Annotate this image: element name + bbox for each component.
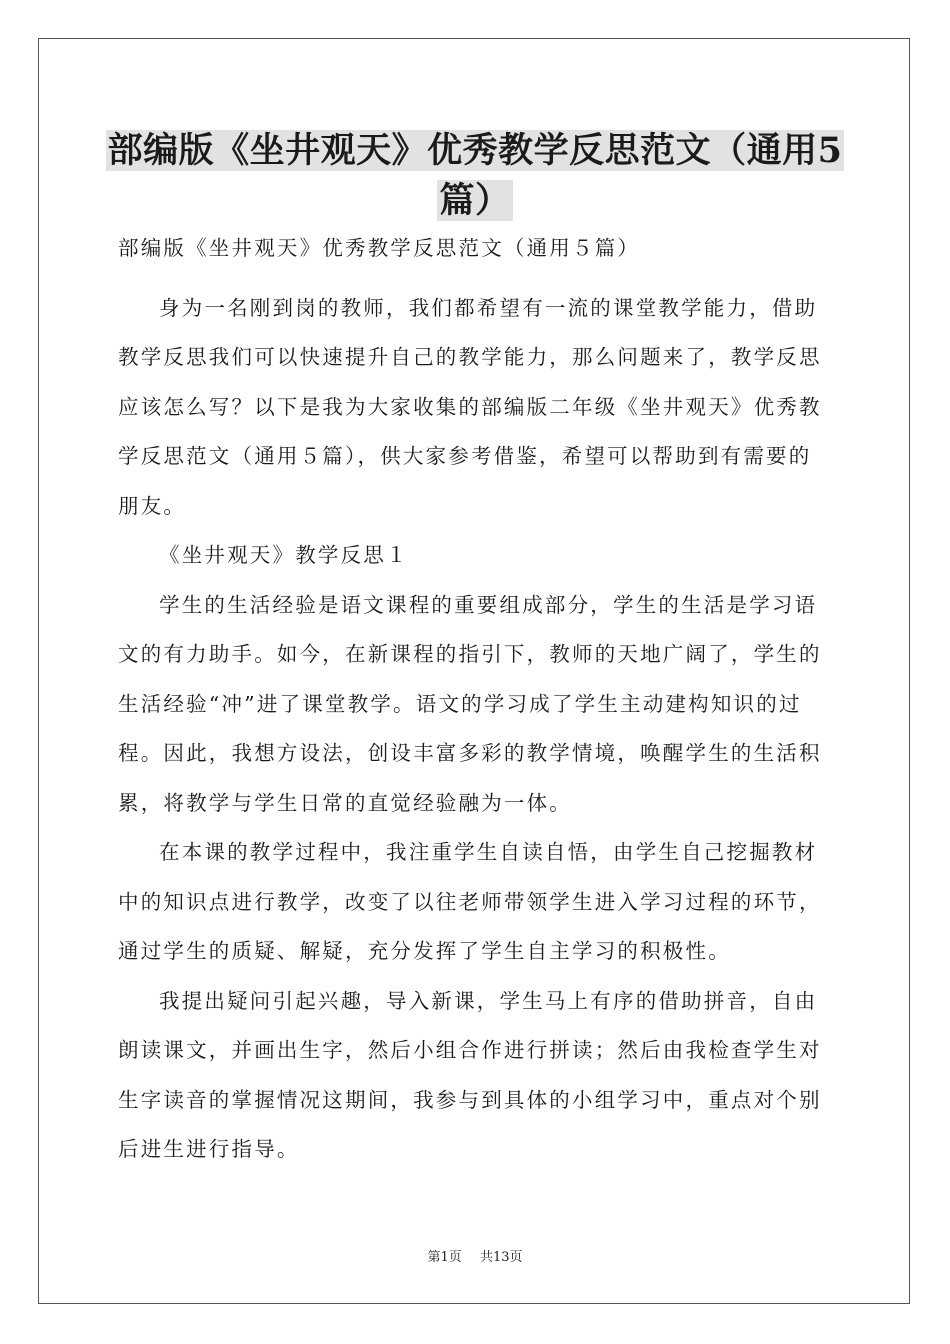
body-paragraph: 在本课的教学过程中，我注重学生自读自悟，由学生自己挖掘教材中的知识点进行教学，改变了以往老师带领学生进入学习过程的环节，通过学生的质疑、解疑，充分发挥了学生自主学习的积极性。	[118, 840, 822, 963]
document-title	[100, 126, 850, 226]
page-total: 共13页	[479, 1250, 523, 1265]
intro-paragraph: 身为一名刚到岗的教师，我们都希望有一流的课堂教学能力，借助教学反思我们可以快速提升自己的教学能力，那么问题来了，教学反思应该怎么写？以下是我为大家收集的部编版二年级《坐井观天》优秀教学反思范文（通用５篇），供大家参考借鉴，希望可以帮助到有需要的朋友。	[118, 295, 822, 518]
body-paragraph: 学生的生活经验是语文课程的重要组成部分，学生的生活是学习语文的有力助手。如今，在新课程的指引下，教师的天地广阔了，学生的生活经验“冲”进了课堂教学。语文的学习成了学生主动建构知识的过程。因此，我想方设法，创设丰富多彩的教学情境，唤醒学生的生活积累，将教学与学生日常的直觉经验融为一体。	[118, 592, 822, 815]
page-number: 第1页	[427, 1250, 462, 1265]
document-body	[118, 224, 834, 1175]
body-paragraph: 我提出疑问引起兴趣，导入新课，学生马上有序的借助拼音，自由朗读课文，并画出生字，然后小组合作进行拼读；然后由我检查学生对生字读音的掌握情况这期间，我参与到具体的小组学习中，重点对个别后进生进行指导。	[118, 988, 822, 1161]
document-title-text: 部编版《坐井观天》优秀教学反思范文（通用5篇）	[107, 130, 843, 221]
section-heading: 《坐井观天》教学反思１	[159, 543, 409, 567]
subtitle-line: 部编版《坐井观天》优秀教学反思范文（通用５篇）	[118, 236, 641, 260]
page-footer	[0, 1246, 950, 1265]
